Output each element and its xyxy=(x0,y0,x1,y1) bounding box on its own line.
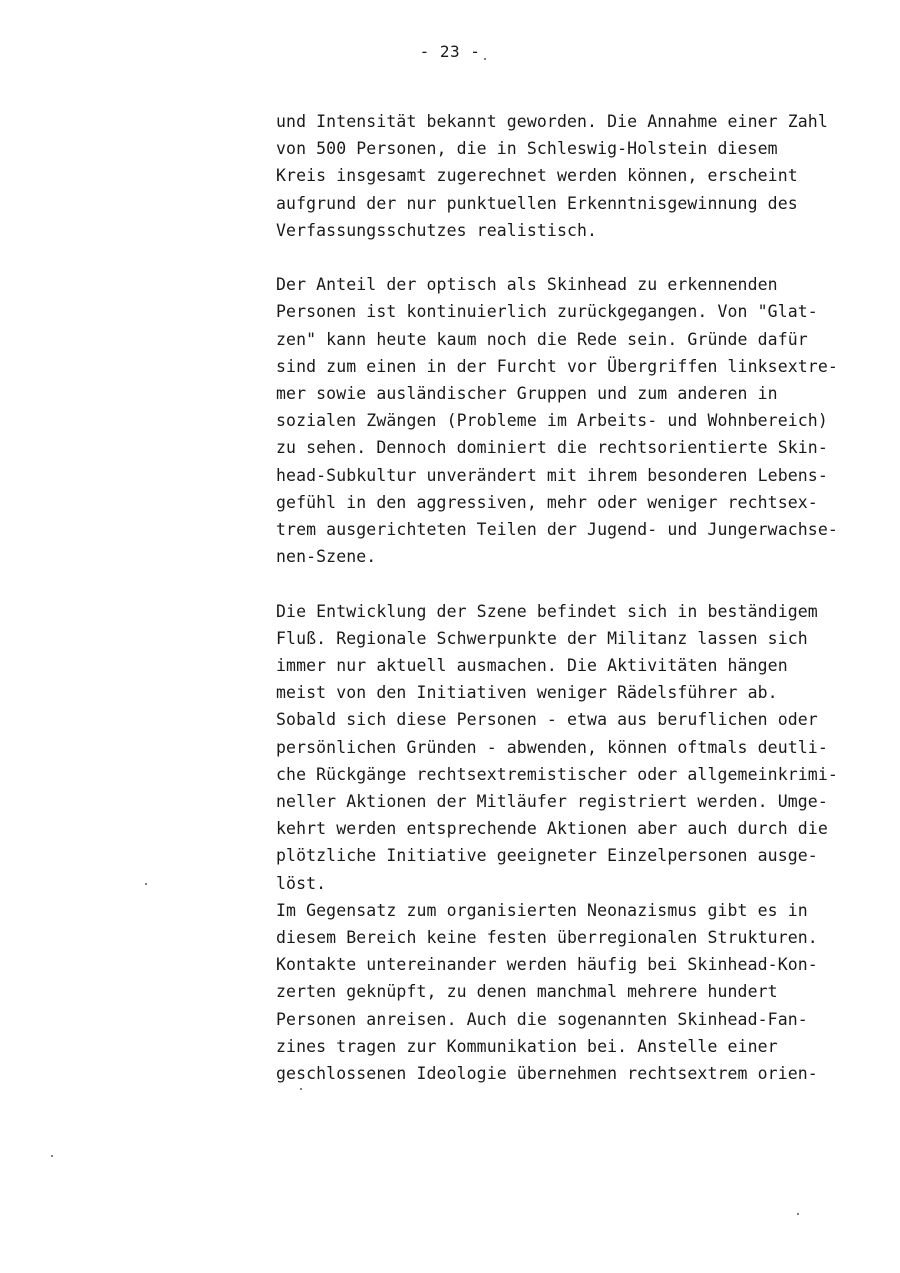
text-line: mer sowie ausländischer Gruppen und zum anderen in xyxy=(276,384,778,404)
paragraph-3 xyxy=(276,598,896,897)
page-number: - 23 - xyxy=(419,42,481,61)
paragraph-2 xyxy=(276,271,896,570)
scan-speck xyxy=(797,1213,799,1215)
text-line: zu sehen. Dennoch dominiert die rechtsorientierte Skin- xyxy=(276,438,828,458)
text-line: Kontakte untereinander werden häufig bei Skinhead-Kon- xyxy=(276,955,818,975)
text-line: nen-Szene. xyxy=(276,547,377,567)
text-line: geschlossenen Ideologie übernehmen rechtsextrem orien- xyxy=(276,1064,818,1084)
text-line: immer nur aktuell ausmachen. Die Aktivitäten hängen xyxy=(276,656,788,676)
text-line: plötzliche Initiative geeigneter Einzelpersonen ausge- xyxy=(276,846,818,866)
text-line: sozialen Zwängen (Probleme im Arbeits- und Wohnbereich) xyxy=(276,411,828,431)
text-line: zines tragen zur Kommunikation bei. Anstelle einer xyxy=(276,1036,778,1056)
text-line: che Rückgänge rechtsextremistischer oder allgemeinkrimi- xyxy=(276,764,838,784)
text-line: Sobald sich diese Personen - etwa aus beruflichen oder xyxy=(276,710,818,730)
text-line: Der Anteil der optisch als Skinhead zu erkennenden xyxy=(276,275,778,295)
scan-speck xyxy=(51,1155,53,1157)
text-line: persönlichen Gründen - abwenden, können oftmals deutli- xyxy=(276,737,828,757)
text-line: kehrt werden entsprechende Aktionen aber auch durch die xyxy=(276,819,828,839)
text-line: Verfassungsschutzes realistisch. xyxy=(276,220,598,240)
text-line: sind zum einen in der Furcht vor Übergriffen linksextre- xyxy=(276,356,838,376)
text-line: löst. xyxy=(276,873,327,893)
text-line: Personen anreisen. Auch die sogenannten Skinhead-Fan- xyxy=(276,1009,808,1029)
text-line: Im Gegensatz zum organisierten Neonazismus gibt es in xyxy=(276,900,808,920)
scan-speck xyxy=(145,883,147,885)
text-line: neller Aktionen der Mitläufer registriert werden. Umge- xyxy=(276,792,828,812)
text-line: diesem Bereich keine festen überregionalen Strukturen. xyxy=(276,928,818,948)
text-line: trem ausgerichteten Teilen der Jugend- und Jungerwachse- xyxy=(276,520,838,540)
text-line: von 500 Personen, die in Schleswig-Holstein diesem xyxy=(276,139,778,159)
text-line: und Intensität bekannt geworden. Die Annahme einer Zahl xyxy=(276,112,828,131)
text-line: Fluß. Regionale Schwerpunkte der Militanz lassen sich xyxy=(276,628,808,648)
scan-speck xyxy=(484,58,486,60)
text-line: Die Entwicklung der Szene befindet sich in beständigem xyxy=(276,601,818,621)
text-line: zen" kann heute kaum noch die Rede sein. Gründe dafür xyxy=(276,329,808,349)
text-line: meist von den Initiativen weniger Rädelsführer ab. xyxy=(276,683,778,703)
text-line: head-Subkultur unverändert mit ihrem besonderen Lebens- xyxy=(276,465,828,485)
document-body xyxy=(276,108,896,1087)
paragraph-4 xyxy=(276,897,896,1087)
text-line: Personen ist kontinuierlich zurückgegangen. Von "Glat- xyxy=(276,302,818,322)
text-line: aufgrund der nur punktuellen Erkenntnisgewinnung des xyxy=(276,193,798,213)
text-line: Kreis insgesamt zugerechnet werden können, erscheint xyxy=(276,166,798,186)
scan-speck xyxy=(300,1088,302,1090)
paragraph-1 xyxy=(276,108,896,244)
text-line: zerten geknüpft, zu denen manchmal mehrere hundert xyxy=(276,982,778,1002)
text-line: gefühl in den aggressiven, mehr oder weniger rechtsex- xyxy=(276,492,818,512)
